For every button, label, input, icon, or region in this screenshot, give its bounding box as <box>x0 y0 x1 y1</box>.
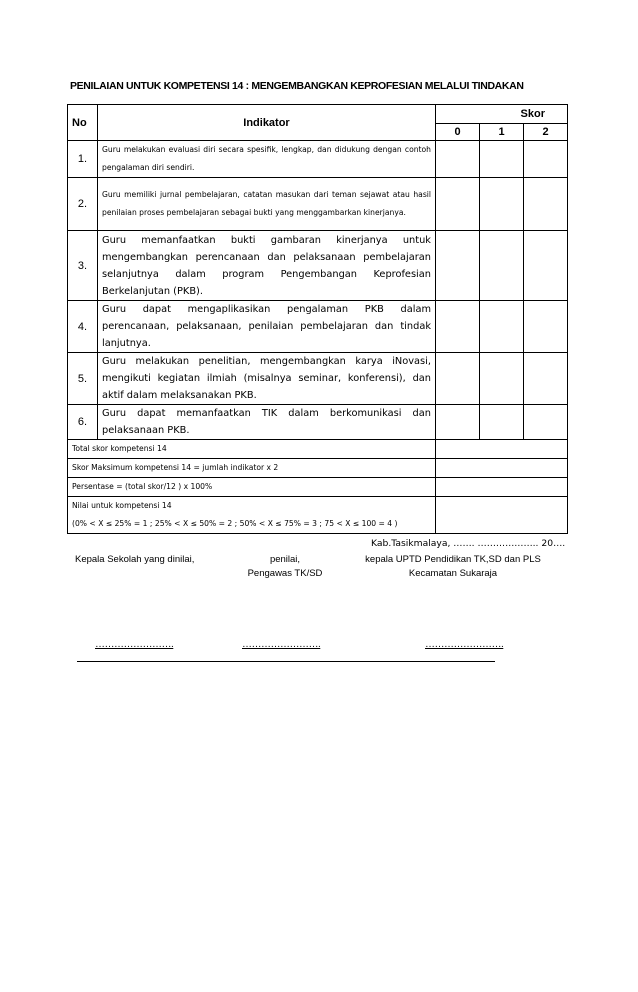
row-number: 3. <box>68 231 98 301</box>
kepala-uptd-label <box>348 554 558 579</box>
indicator-text: Guru melakukan evaluasi diri secara spesifik, lengkap, dan didukung dengan contoh pengalaman diri sendiri. <box>98 141 436 178</box>
table-row <box>68 141 568 178</box>
score-cell-1[interactable] <box>480 405 524 440</box>
percentage-value[interactable] <box>436 478 568 497</box>
score-cell-0[interactable] <box>436 301 480 353</box>
skor-0: 0 <box>436 124 480 141</box>
score-cell-2[interactable] <box>524 231 568 301</box>
kepala-uptd-line-2: Kecamatan Sukaraja <box>408 568 498 579</box>
indicator-text: Guru memanfaatkan bukti gambaran kinerjanya untuk mengembangkan perencanaan dan pelaksanaan pembelajaran selanjutnya dalam program Pengembangan Keprofesian Berkelanjutan (PKB). <box>98 231 436 301</box>
indicator-text: Guru melakukan penelitian, mengembangkan karya iNovasi, mengikuti kegiatan ilmiah (misalnya seminar, konferensi), dan aktif dalam melaksanakan PKB. <box>98 353 436 405</box>
max-score-label: Skor Maksimum kompetensi 14 = jumlah indikator x 2 <box>68 459 436 478</box>
indicator-text: Guru dapat memanfaatkan TIK dalam berkomunikasi dan pelaksanaan PKB. <box>98 405 436 440</box>
score-cell-0[interactable] <box>436 405 480 440</box>
page-title: PENILAIAN UNTUK KOMPETENSI 14 : MENGEMBANGKAN KEPROFESIAN MELALUI TINDAKAN <box>70 80 524 92</box>
table-row <box>68 353 568 405</box>
score-cell-1[interactable] <box>480 178 524 231</box>
kepala-uptd-line-1: kepala UPTD Pendidikan TK,SD dan PLS <box>365 554 541 565</box>
signature-line-penilai: ……………………. <box>242 639 321 650</box>
score-cell-2[interactable] <box>524 405 568 440</box>
signature-line-kepala-sekolah: ……………………. <box>95 639 174 650</box>
header-skor: Skor <box>436 105 568 124</box>
signature-line-kepala-uptd: ……………………. <box>425 639 504 650</box>
table-row <box>68 178 568 231</box>
row-number: 2. <box>68 178 98 231</box>
score-cell-1[interactable] <box>480 301 524 353</box>
score-cell-0[interactable] <box>436 141 480 178</box>
total-label: Total skor kompetensi 14 <box>68 440 436 459</box>
score-cell-2[interactable] <box>524 301 568 353</box>
total-row <box>68 440 568 459</box>
skor-2: 2 <box>524 124 568 141</box>
score-cell-0[interactable] <box>436 231 480 301</box>
score-cell-0[interactable] <box>436 353 480 405</box>
skor-1: 1 <box>480 124 524 141</box>
percentage-label: Persentase = (total skor/12 ) x 100% <box>68 478 436 497</box>
score-cell-2[interactable] <box>524 353 568 405</box>
score-cell-2[interactable] <box>524 141 568 178</box>
score-cell-1[interactable] <box>480 353 524 405</box>
kepala-sekolah-label: Kepala Sekolah yang dinilai, <box>75 554 195 565</box>
score-cell-0[interactable] <box>436 178 480 231</box>
score-cell-1[interactable] <box>480 231 524 301</box>
indicator-text: Guru memiliki jurnal pembelajaran, catatan masukan dari teman sejawat atau hasil penilaian proses pembelajaran sebagai bukti yang menggambarkan kinerjanya. <box>98 178 436 231</box>
grade-label <box>68 497 436 534</box>
row-number: 4. <box>68 301 98 353</box>
indicator-text: Guru dapat mengaplikasikan pengalaman PKB dalam perencanaan, pelaksanaan, penilaian pembelajaran dan tindak lanjutnya. <box>98 301 436 353</box>
row-number: 6. <box>68 405 98 440</box>
score-cell-2[interactable] <box>524 178 568 231</box>
percentage-row <box>68 478 568 497</box>
header-row <box>68 105 568 124</box>
max-score-value[interactable] <box>436 459 568 478</box>
grade-value[interactable] <box>436 497 568 534</box>
max-score-row <box>68 459 568 478</box>
header-indikator: Indikator <box>98 105 436 141</box>
table-row <box>68 405 568 440</box>
place-date: Kab.Tasikmalaya, ……. ……………….. 20…. <box>371 538 566 549</box>
assessment-table <box>67 104 568 534</box>
grade-title: Nilai untuk kompetensi 14 <box>72 501 172 510</box>
row-number: 1. <box>68 141 98 178</box>
penilai-label <box>220 554 350 579</box>
score-cell-1[interactable] <box>480 141 524 178</box>
bottom-divider <box>77 661 495 662</box>
table-row <box>68 231 568 301</box>
penilai-line-1: penilai, <box>269 554 301 565</box>
row-number: 5. <box>68 353 98 405</box>
grade-row <box>68 497 568 534</box>
table-row <box>68 301 568 353</box>
penilai-line-2: Pengawas TK/SD <box>247 568 323 579</box>
header-no: No <box>68 105 98 141</box>
grade-rule: (0% < X ≤ 25% = 1 ; 25% < X ≤ 50% = 2 ; 50% < X ≤ 75% = 3 ; 75 < X ≤ 100 = 4 ) <box>72 519 398 528</box>
total-value[interactable] <box>436 440 568 459</box>
